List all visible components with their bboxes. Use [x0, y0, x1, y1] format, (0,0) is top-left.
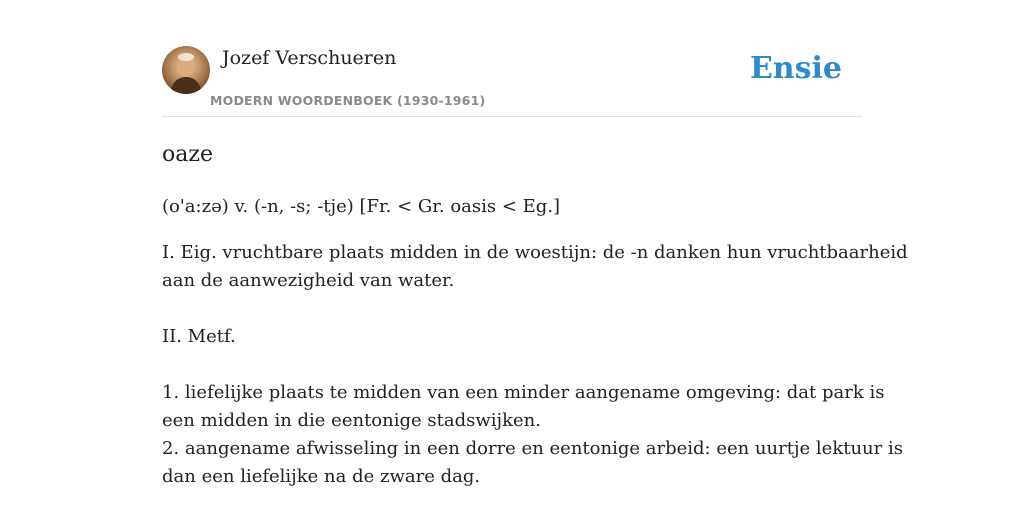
entry-card	[162, 0, 908, 512]
grammar-info: (o'a:zə) v. (-n, -s; -tje) [Fr. < Gr. oasis < Eg.]	[162, 196, 561, 217]
entry-header	[162, 0, 862, 117]
paragraph-gap	[162, 351, 862, 379]
definition-body	[162, 239, 908, 491]
definition-line: 1. liefelijke plaats te midden van een minder aangename omgeving: dat park is	[162, 382, 885, 403]
source-label: MODERN WOORDENBOEK (1930-1961)	[210, 93, 486, 108]
sense-heading: II. Metf.	[162, 326, 236, 347]
author-name[interactable]: Jozef Verschueren	[222, 47, 397, 69]
author-avatar[interactable]	[162, 46, 210, 94]
paragraph-gap	[162, 295, 862, 323]
definition-line: I. Eig. vruchtbare plaats midden in de woestijn: de -n danken hun vruchtbaarheid	[162, 242, 908, 263]
definition-line: aan de aanwezigheid van water.	[162, 270, 455, 291]
definition-line: 2. aangename afwisseling in een dorre en eentonige arbeid: een uurtje lektuur is	[162, 438, 903, 459]
brand-logo[interactable]: Ensie	[749, 51, 842, 86]
headword: oaze	[162, 142, 213, 167]
definition-line: een midden in die eentonige stadswijken.	[162, 410, 541, 431]
definition-line: dan een liefelijke na de zware dag.	[162, 466, 481, 487]
